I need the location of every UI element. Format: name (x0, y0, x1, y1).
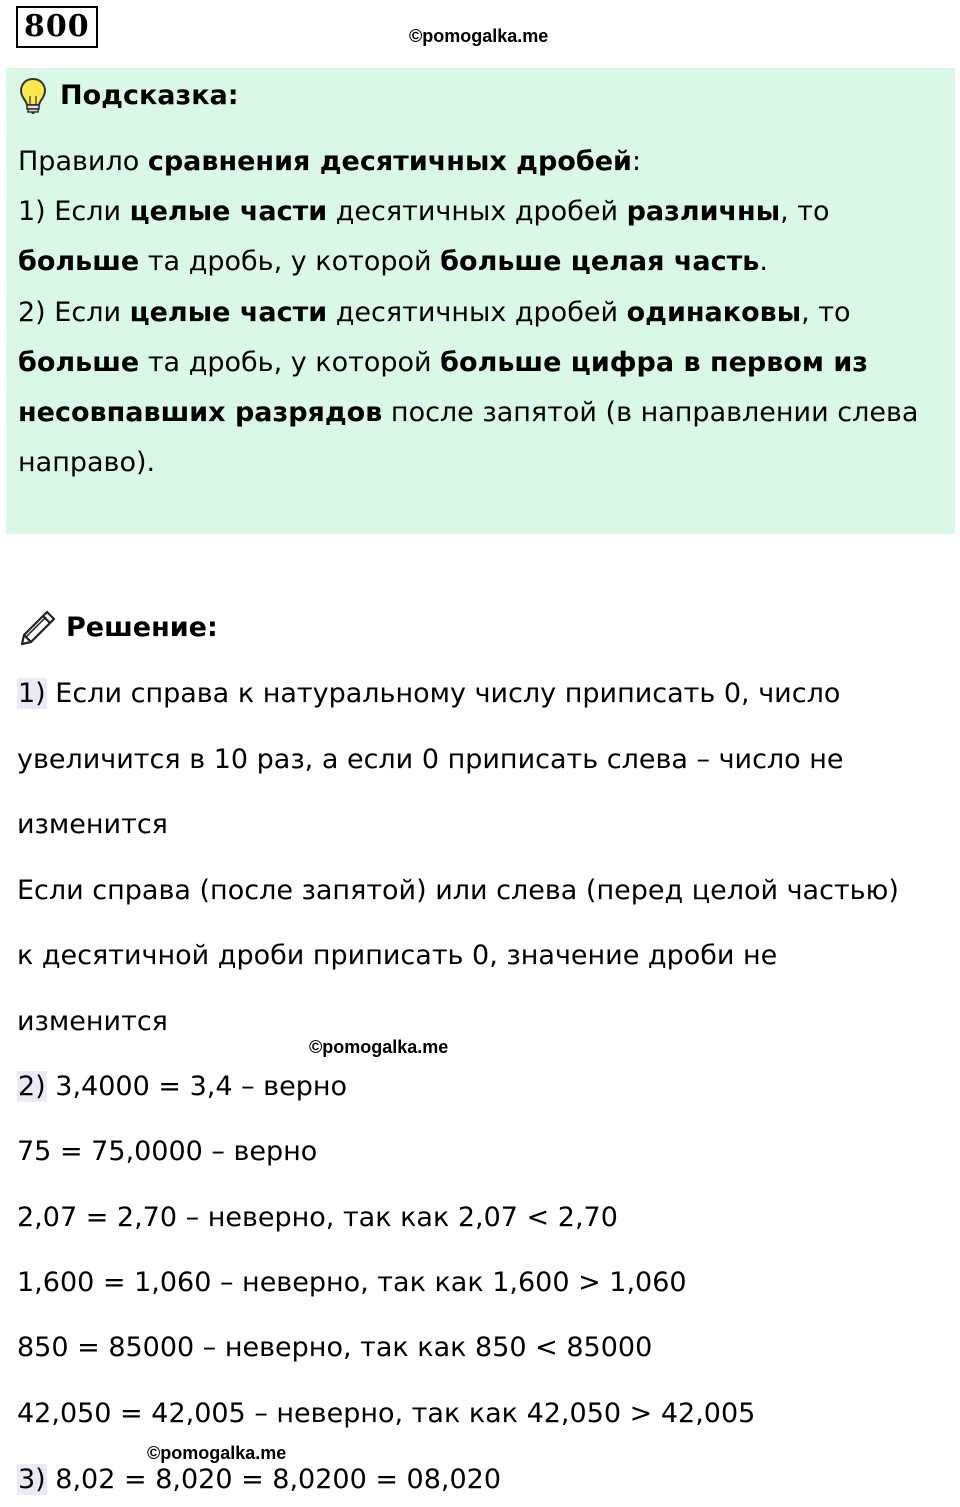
watermark: ©pomogalka.me (409, 26, 549, 46)
watermark: ©pomogalka.me (309, 1037, 449, 1057)
solution-line: изменится (17, 809, 168, 840)
hint-text (18, 137, 948, 488)
solution-line: изменится (17, 1006, 168, 1037)
solution-line: 75 = 75,0000 – верно (17, 1136, 318, 1167)
hint-title-text: Подсказка: (60, 80, 239, 111)
solution-line: 850 = 85000 – неверно, так как 850 < 85000 (17, 1332, 653, 1363)
solution-line: 3) 8,02 = 8,020 = 8,0200 = 08,020 (18, 1464, 502, 1495)
solution-line: 42,050 = 42,005 – неверно, так как 42,050 > 42,005 (17, 1398, 756, 1429)
task-number: 800 (16, 6, 98, 48)
solution-line: 1,600 = 1,060 – неверно, так как 1,600 > 1,060 (17, 1267, 687, 1298)
solution-line: увеличится в 10 раз, а если 0 приписать слева – число не (17, 744, 844, 775)
hint-line: 2) Если целые части десятичных дробей одинаковы, то (18, 296, 851, 328)
solution-line: к десятичной дроби приписать 0, значение дроби не (17, 940, 778, 971)
hint-title (18, 76, 239, 116)
solution-line: 2) 3,4000 = 3,4 – верно (18, 1071, 348, 1102)
solution-line: Если справа (после запятой) или слева (перед целой частью) (17, 875, 899, 906)
part-label: 3) (18, 1464, 46, 1495)
part-label: 1) (18, 678, 46, 709)
hint-line: несовпавших разрядов после запятой (в направлении слева (18, 396, 919, 428)
solution-line: 2,07 = 2,70 – неверно, так как 2,07 < 2,70 (17, 1202, 618, 1233)
hint-line: направо). (18, 447, 156, 479)
part-label: 2) (18, 1071, 46, 1102)
solution-title (18, 606, 218, 650)
pencil-icon (18, 608, 58, 648)
solution-line: 1) Если справа к натуральному числу приписать 0, число (18, 678, 841, 709)
hint-line: 1) Если целые части десятичных дробей различны, то (18, 196, 830, 228)
watermark: ©pomogalka.me (147, 1443, 287, 1463)
lightbulb-icon (18, 77, 48, 115)
hint-line: Правило сравнения десятичных дробей: (18, 146, 642, 177)
hint-line: больше та дробь, у которой больше цифра в первом из (18, 346, 868, 378)
solution-title-text: Решение: (66, 612, 218, 643)
hint-line: больше та дробь, у которой больше целая часть. (18, 246, 768, 278)
